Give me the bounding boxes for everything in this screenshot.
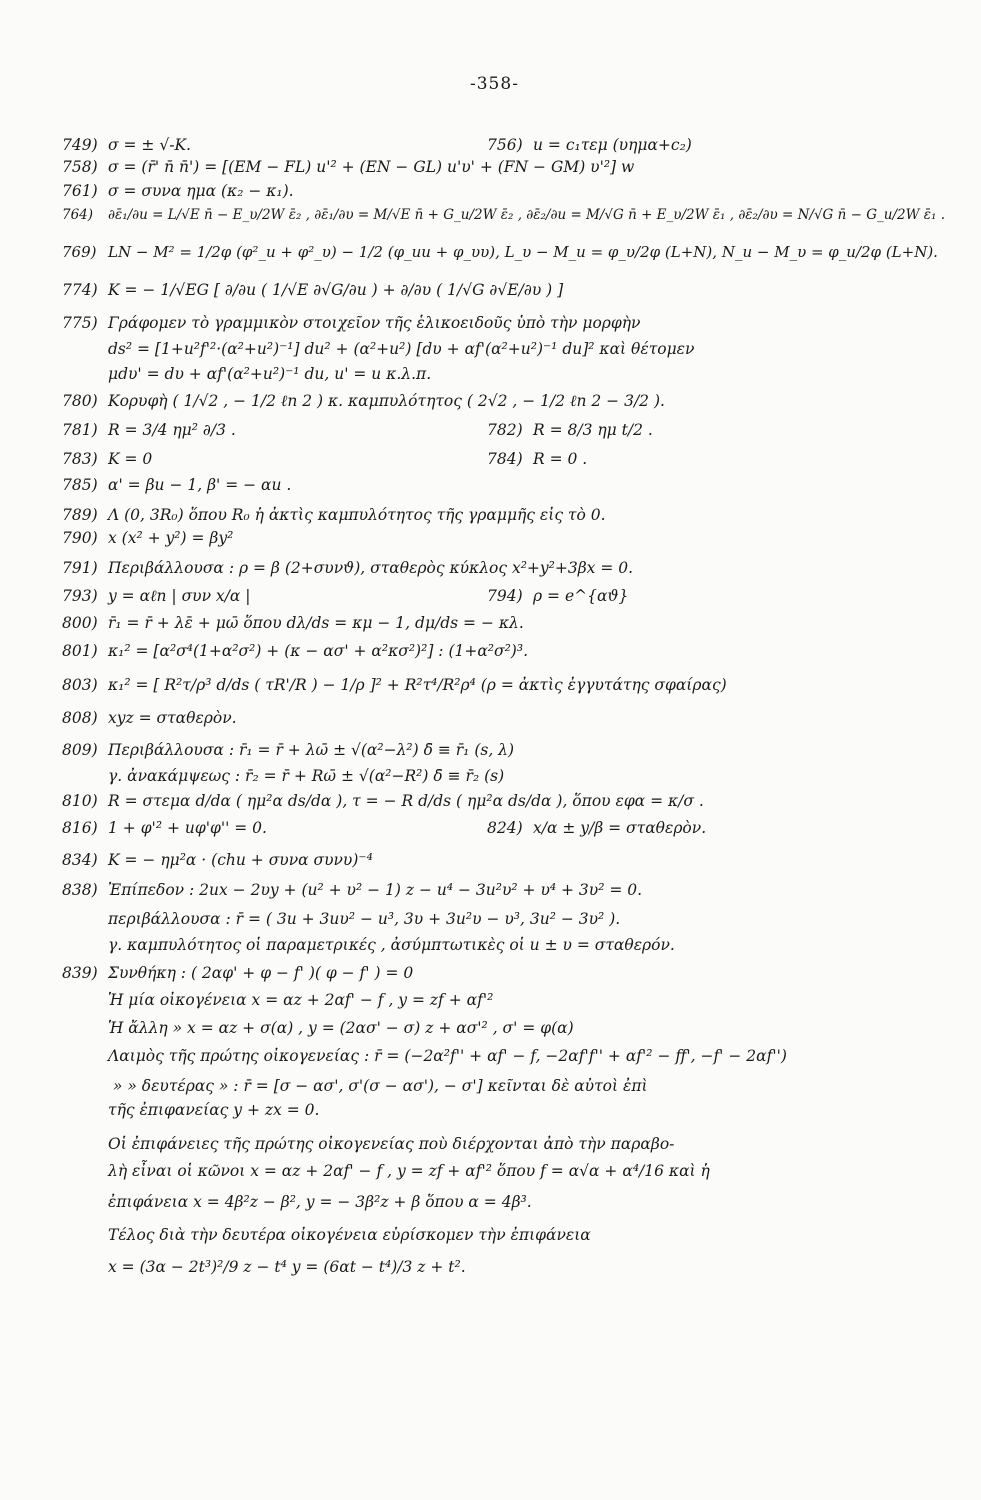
line-text: Περιβάλλουσα : ρ = β (2+συνϑ), σταθερὸς κύκλος x²+y²+3βx = 0.: [108, 559, 634, 577]
line-text: τῆς ἐπιφανείας y + zx = 0.: [108, 1101, 320, 1119]
line-text: Περιβάλλουσα : r̄₁ = r̄ + λω̄ ± √(α²−λ²) δ̄ ≡ r̄₁ (s, λ): [108, 741, 515, 759]
line-text: Ἐπίπεδον : 2ux − 2υy + (u² + υ² − 1) z − u⁴ − 3u²υ² + υ⁴ + 3υ² = 0.: [108, 881, 643, 899]
line-text: γ. ἀνακάμψεως : r̄₂ = r̄ + Rω̄ ± √(α²−R²) δ̄ ≡ r̄₂ (s): [108, 767, 505, 785]
line-text: K = 0: [108, 450, 153, 468]
equation-number: 793): [62, 587, 98, 605]
equation-number: 838): [62, 881, 98, 899]
line-text: » » δευτέρας » : r̄ = [σ − ασ', σ'(σ − ασ'), − σ'] κεῖνται δὲ αὐτοὶ ἐπὶ: [108, 1077, 648, 1095]
equation-number: 808): [62, 709, 98, 727]
text-line: [62, 586, 251, 606]
text-line: [62, 1225, 591, 1245]
text-line: [62, 1134, 674, 1154]
text-line: [62, 420, 236, 440]
text-line: [62, 1076, 648, 1096]
line-text: K = − ημ²α · (chu + συνα συνυ)⁻⁴: [108, 851, 373, 869]
text-line: [62, 850, 373, 870]
text-line: [62, 391, 665, 411]
text-line: [62, 558, 633, 578]
line-text: Τέλος διὰ τὴν δευτέρα οἰκογένεια εὑρίσκομεν τὴν ἐπιφάνεια: [108, 1226, 591, 1244]
line-text: σ = ± √-K.: [108, 136, 191, 154]
text-line: [62, 963, 413, 983]
text-line: [62, 364, 431, 384]
line-text: λὴ εἶναι οἱ κῶνοι x = αz + 2αf' − f , y = zf + αf'² ὅπου f = α√α + α⁴/16 καὶ ἡ: [108, 1162, 710, 1180]
equation-number: 764): [62, 207, 94, 223]
equation-number: 834): [62, 851, 98, 869]
line-text: Λ (0, 3R₀) ὅπου R₀ ἡ ἀκτὶς καμπυλότητος τῆς γραμμῆς εἰς τὸ 0.: [108, 506, 606, 524]
equation-number: 774): [62, 281, 98, 299]
line-text: μdυ' = dυ + αf'(α²+u²)⁻¹ du, u' = u κ.λ.π.: [108, 365, 432, 383]
text-line: [62, 1257, 466, 1277]
text-line: [62, 1192, 532, 1212]
line-text: ρ = e^{αϑ}: [533, 587, 629, 605]
line-text: ds² = [1+u²f'²·(α²+u²)⁻¹] du² + (α²+u²) [dυ + αf'(α²+u²)⁻¹ du]² καὶ θέτομεν: [108, 340, 695, 358]
text-line: [62, 157, 634, 177]
line-text: LN − M² = 1/2φ (φ²_u + φ²_υ) − 1/2 (φ_uu + φ_υυ), L_υ − M_u = φ_υ/2φ (L+N), N_u − M_υ = φ_u/2φ (L+N).: [108, 243, 938, 261]
line-text: 1 + φ'² + uφ'φ'' = 0.: [108, 819, 267, 837]
line-text: u = c₁τεμ (υημα+c₂): [533, 136, 692, 154]
equation-number: 791): [62, 559, 98, 577]
line-text: Γράφομεν τὸ γραμμικὸν στοιχεῖον τῆς ἑλικοειδοῦς ὑπὸ τὴν μορφὴν: [108, 314, 641, 332]
text-line: [62, 1161, 710, 1181]
equation-number: 809): [62, 741, 98, 759]
line-text: ἐπιφάνεια x = 4β²z − β², y = − 3β²z + β ὅπου α = 4β³.: [108, 1193, 532, 1211]
page-number: -358-: [470, 74, 519, 94]
equation-number: 816): [62, 819, 98, 837]
text-line: [62, 818, 267, 838]
line-text: x (x² + y²) = βy²: [108, 529, 234, 547]
line-text: R = 0 .: [533, 450, 588, 468]
equation-number: 824): [487, 819, 523, 837]
text-line: [62, 205, 945, 225]
text-line: [62, 242, 938, 262]
text-line: [62, 339, 694, 359]
line-text: x = (3α − 2t³)²/9 z − t⁴ y = (6αt − t⁴)/3 z + t².: [108, 1258, 466, 1276]
equation-number: 749): [62, 136, 98, 154]
line-text: Ἡ ἄλλη » x = αz + σ(α) , y = (2ασ' − σ) z + ασ'² , σ' = φ(α): [108, 1019, 574, 1037]
text-line: [62, 675, 727, 695]
equation-number: 784): [487, 450, 523, 468]
text-line: [62, 135, 191, 155]
equation-number: 782): [487, 421, 523, 439]
equation-number: 780): [62, 392, 98, 410]
line-text: R = 3/4 ημ² ∂/3 .: [108, 421, 236, 439]
equation-number: 794): [487, 587, 523, 605]
line-text: α' = βu − 1, β' = − αu .: [108, 476, 292, 494]
equation-number: 810): [62, 792, 98, 810]
text-line: [62, 1046, 787, 1066]
line-text: σ = (r̄' n̄ n̄') = [(EM − FL) u'² + (EN − GL) u'υ' + (FN − GM) υ'²] w: [108, 158, 635, 176]
line-text: R = στεμα d/dα ( ημ²α ds/dα ), τ = − R d/ds ( ημ²α ds/dα ), ὅπου εφα = κ/σ .: [108, 792, 704, 810]
equation-number: 785): [62, 476, 98, 494]
text-line: [62, 528, 233, 548]
text-line: [62, 766, 504, 786]
text-line: [62, 1100, 319, 1120]
line-text: xyz = σταθερὸν.: [108, 709, 237, 727]
line-text: Συνθήκη : ( 2αφ' + φ − f' )( φ − f' ) = 0: [108, 964, 414, 982]
text-line: [62, 280, 563, 300]
equation-number: 769): [62, 243, 97, 261]
text-line: [62, 935, 675, 955]
equation-number: 801): [62, 642, 98, 660]
equation-number: 839): [62, 964, 98, 982]
line-text: γ. καμπυλότητος οἱ παραμετρικές , ἀσύμπτωτικὲς οἱ u ± υ = σταθερόν.: [108, 936, 675, 954]
line-text: Κορυφὴ ( 1/√2 , − 1/2 ℓn 2 ) κ. καμπυλότητος ( 2√2 , − 1/2 ℓn 2 − 3/2 ).: [108, 392, 665, 410]
text-line: [62, 791, 704, 811]
text-line: [62, 1018, 574, 1038]
line-text: y = αℓn | συν x/α |: [108, 587, 251, 605]
line-text: κ₁² = [α²σ⁴(1+α²σ²) + (κ − ασ' + α²κσ²)²] : (1+α²σ²)³.: [108, 642, 528, 660]
text-line: [62, 641, 528, 661]
text-line: [62, 313, 640, 333]
equation-number: 800): [62, 614, 98, 632]
equation-number: 789): [62, 506, 98, 524]
text-line-right: [487, 818, 706, 838]
equation-number: 781): [62, 421, 98, 439]
equation-number: 756): [487, 136, 523, 154]
line-text: r̄₁ = r̄ + λε̄ + μω̄ ὅπου dλ/ds = κμ − 1, dμ/ds = − κλ.: [108, 614, 524, 632]
equation-number: 758): [62, 158, 98, 176]
equation-number: 803): [62, 676, 98, 694]
line-text: σ = συνα ημα (κ₂ − κ₁).: [108, 182, 294, 200]
text-line: [62, 449, 152, 469]
line-text: Οἱ ἐπιφάνειες τῆς πρώτης οἰκογενείας ποὺ διέρχονται ἀπὸ τὴν παραβο-: [108, 1135, 675, 1153]
equation-number: 783): [62, 450, 98, 468]
text-line: [62, 990, 493, 1010]
text-line-right: [487, 420, 653, 440]
text-line: [62, 505, 606, 525]
text-line-right: [487, 135, 692, 155]
text-line: [62, 181, 294, 201]
equation-number: 775): [62, 314, 98, 332]
text-line: [62, 740, 514, 760]
equation-number: 761): [62, 182, 98, 200]
equation-number: 790): [62, 529, 98, 547]
line-text: Ἡ μία οἰκογένεια x = αz + 2αf' − f , y = zf + αf'²: [108, 991, 494, 1009]
line-text: περιβάλλουσα : r̄ = ( 3u + 3uυ² − u³, 3υ + 3u²υ − υ³, 3u² − 3υ² ).: [108, 910, 621, 928]
line-text: R = 8/3 ημ t/2 .: [533, 421, 653, 439]
text-line: [62, 909, 620, 929]
text-line: [62, 475, 291, 495]
line-text: Λαιμὸς τῆς πρώτης οἰκογενείας : r̄ = (−2α²f'' + αf' − f, −2αf'f'' + αf'² − ff', −f' − 2αf''): [108, 1047, 787, 1065]
text-line: [62, 613, 524, 633]
line-text: ∂ε̄₁/∂u = L/√E n̄ − E_υ/2W ε̄₂ , ∂ε̄₁/∂υ = M/√E n̄ + G_u/2W ε̄₂ , ∂ε̄₂/∂u = M/√G n̄ + E_υ/2W ε̄₁ , ∂ε̄₂/∂υ = N/√G n̄ − G_u/2W ε̄₁ .: [108, 207, 945, 223]
line-text: x/α ± y/β = σταθερὸν.: [533, 819, 707, 837]
text-line: [62, 708, 237, 728]
text-line-right: [487, 586, 628, 606]
text-line-right: [487, 449, 587, 469]
text-line: [62, 880, 642, 900]
line-text: κ₁² = [ R²τ/ρ³ d/ds ( τR'/R ) − 1/ρ ]² + R²τ⁴/R²ρ⁴ (ρ = ἀκτὶς ἐγγυτάτης σφαίρας): [108, 676, 727, 694]
line-text: K = − 1/√EG [ ∂/∂u ( 1/√E ∂√G/∂u ) + ∂/∂υ ( 1/√G ∂√E/∂υ ) ]: [108, 281, 564, 299]
